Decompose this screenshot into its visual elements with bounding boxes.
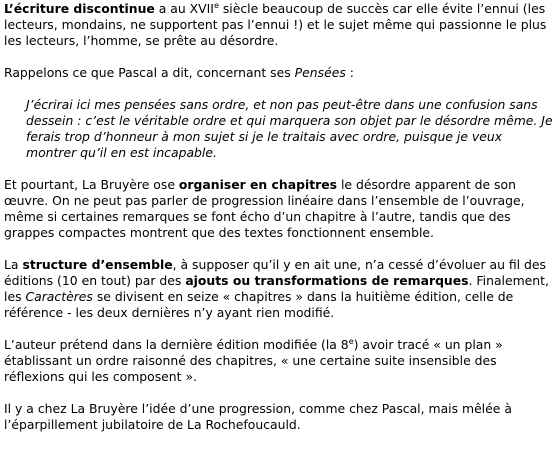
emphasis-organize-chapters: organiser en chapitres	[178, 177, 338, 192]
pascal-quotation: J’écrirai ici mes pensées sans ordre, et non pas peut-être dans une confusion sans dessein : c’est le véritable ordre et qui marquera son objet par le désordre même. Je ferais trop d’honneur à mon sujet si je le traitais avec ordre, puisque je veux montrer qu’il en est incapable.	[26, 97, 553, 160]
text-run: La	[4, 257, 23, 272]
title-caracteres: Caractères	[25, 289, 93, 304]
text-run: ) avoir tracé « un plan » établissant un ordre raisonné des chapitres, « une certaine suite insensible des réflexions qui les composent ».	[4, 337, 503, 384]
paragraph-discontinuous-writing	[4, 1, 553, 49]
text-run: a au XVII	[154, 1, 214, 16]
paragraph-overall-structure	[4, 257, 553, 321]
text-run: le désordre apparent de son œuvre. On ne peut pas parler de progression linéaire dans l’ensemble de l’ouvrage, même si certaines remarques se font écho d’un chapitre à l’autre, tandis que des grappes compactes montrent que des textes fonctionnent ensemble.	[4, 177, 525, 240]
text-run: Et pourtant, La Bruyère ose	[4, 177, 179, 192]
text-run: L’auteur prétend dans la dernière édition modifiée (la 8	[4, 337, 349, 352]
paragraph-chapters	[4, 177, 553, 241]
century-superscript: e	[213, 0, 219, 10]
emphasis-additions: ajouts ou transformations de remarques	[185, 273, 469, 288]
edition-superscript: e	[348, 336, 354, 346]
title-pensees: Pensées	[294, 65, 346, 80]
text-run: se divisent en seize « chapitres » dans la huitième édition, celle de référence - les deux dernières n’y ayant rien modifié.	[4, 289, 514, 320]
emphasis-discontinuous-writing: L’écriture discontinue	[4, 1, 155, 16]
text-run: siècle beaucoup de succès car elle évite l’ennui (les lecteurs, mondains, ne supportent pas l’ennui !) et le sujet même qui passionne le plus les lecteurs, l’homme, se prête au désordre.	[4, 1, 547, 48]
paragraph-author-plan	[4, 337, 553, 385]
paragraph-pascal-intro	[4, 65, 553, 81]
paragraph-progression	[4, 401, 553, 433]
text-run: Rappelons ce que Pascal a dit, concernant ses	[4, 65, 295, 80]
text-run: . Finalement, les	[4, 273, 549, 304]
text-run: Il y a chez La Bruyère l’idée d’une progression, comme chez Pascal, mais mêlée à l’éparpillement jubilatoire de La Rochefoucauld.	[4, 401, 512, 432]
text-run: :	[345, 65, 354, 80]
emphasis-overall-structure: structure d’ensemble	[22, 257, 173, 272]
text-run: , à supposer qu’il y en ait une, n’a cessé d’évoluer au fil des éditions (10 en tout) par des	[4, 257, 546, 288]
